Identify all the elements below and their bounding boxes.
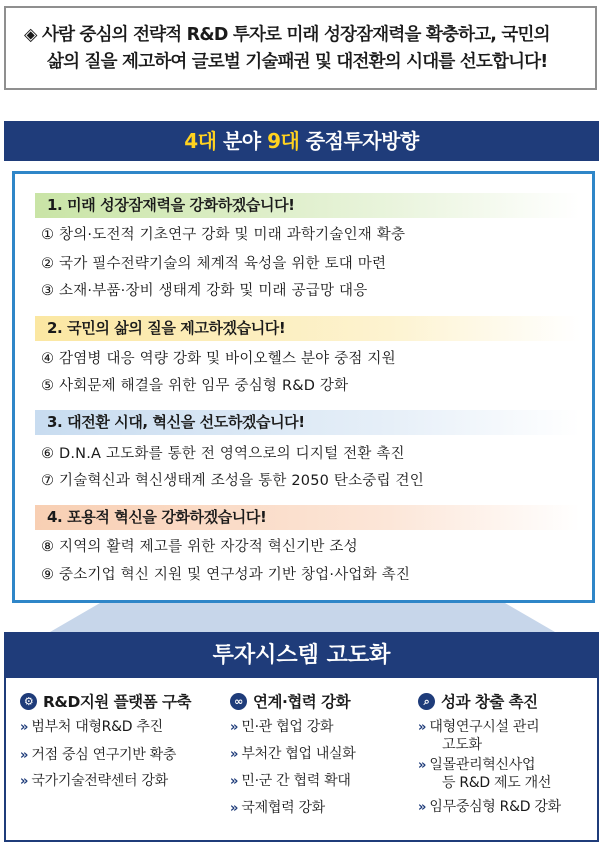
list-item: » 부처간 협업 내실화 bbox=[230, 746, 356, 762]
strategy-title-part: 분야 bbox=[216, 129, 268, 153]
list-item: » 국제협력 강화 bbox=[230, 800, 325, 816]
list-item: » 일몰관리혁신사업 bbox=[418, 757, 536, 773]
system-column-platform bbox=[20, 690, 191, 712]
list-item: » 대형연구시설 관리 bbox=[418, 719, 540, 735]
list-item-continuation: 등 R&D 제도 개선 bbox=[442, 775, 552, 791]
magnifier-icon: ⌕ bbox=[418, 693, 435, 710]
column-title-platform-text: R&D지원 플랫폼 구축 bbox=[43, 693, 191, 711]
gear-icon: ⚙ bbox=[20, 693, 37, 710]
column-title-cooperation-text: 연계·협력 강화 bbox=[253, 693, 351, 711]
strategy-count-directions: 9대 bbox=[267, 129, 300, 153]
vision-statement-box bbox=[4, 6, 597, 90]
list-item: » 민·관 협업 강화 bbox=[230, 719, 334, 735]
diamond-bullet-icon: ◈ bbox=[24, 25, 37, 45]
task-8: ⑧ 지역의 활력 제고를 위한 자강적 혁신기반 조성 bbox=[41, 539, 358, 555]
list-item: » 임무중심형 R&D 강화 bbox=[418, 799, 561, 815]
task-7: ⑦ 기술혁신과 혁신생태계 조성을 통한 2050 탄소중립 견인 bbox=[41, 473, 424, 489]
list-item: » 범부처 대형R&D 추진 bbox=[20, 719, 163, 735]
task-2: ② 국가 필수전략기술의 체계적 육성을 위한 토대 마련 bbox=[41, 256, 387, 272]
strategy-box bbox=[12, 171, 595, 603]
funnel-connector bbox=[50, 603, 555, 632]
goal-4-heading: 4. 포용적 혁신을 강화하겠습니다! bbox=[35, 505, 580, 530]
system-column-performance bbox=[418, 690, 538, 712]
vision-line-2: 삶의 질을 제고하여 글로벌 기술패권 및 대전환의 시대를 선도합니다! bbox=[47, 52, 548, 72]
system-column-cooperation bbox=[230, 690, 350, 712]
column-title-performance bbox=[418, 690, 538, 712]
task-4: ④ 감염병 대응 역량 강화 및 바이오헬스 분야 중점 지원 bbox=[41, 351, 396, 367]
list-item-continuation: 고도화 bbox=[442, 737, 482, 753]
vision-line-1 bbox=[24, 22, 581, 49]
column-title-cooperation bbox=[230, 690, 350, 712]
strategy-header bbox=[4, 121, 599, 161]
column-title-platform bbox=[20, 690, 191, 712]
system-section bbox=[4, 632, 599, 842]
task-6: ⑥ D.N.A 고도화를 통한 전 영역으로의 디지털 전환 촉진 bbox=[41, 446, 405, 462]
list-item: » 민·군 간 협력 확대 bbox=[230, 773, 351, 789]
task-3: ③ 소재·부품·장비 생태계 강화 및 미래 공급망 대응 bbox=[41, 283, 368, 299]
task-5: ⑤ 사회문제 해결을 위한 임무 중심형 R&D 강화 bbox=[41, 378, 349, 394]
handshake-icon: ∞ bbox=[230, 693, 247, 710]
task-1: ① 창의·도전적 기초연구 강화 및 미래 과학기술인재 확충 bbox=[41, 227, 406, 243]
goal-2-heading: 2. 국민의 삶의 질을 제고하겠습니다! bbox=[35, 316, 580, 341]
vision-text-1: 사람 중심의 전략적 R&D 투자로 미래 성장잠재력을 확충하고, 국민의 bbox=[41, 25, 550, 45]
system-header: 투자시스템 고도화 bbox=[6, 634, 597, 678]
goal-1-heading: 1. 미래 성장잠재력을 강화하겠습니다! bbox=[35, 193, 580, 218]
task-9: ⑨ 중소기업 혁신 지원 및 연구성과 기반 창업·사업화 촉진 bbox=[41, 567, 411, 583]
strategy-count-areas: 4대 bbox=[184, 129, 217, 153]
strategy-title-suffix: 중점투자방향 bbox=[299, 129, 419, 153]
goal-3-heading: 3. 대전환 시대, 혁신을 선도하겠습니다! bbox=[35, 410, 580, 435]
list-item: » 국가기술전략센터 강화 bbox=[20, 773, 168, 789]
column-title-performance-text: 성과 창출 촉진 bbox=[441, 693, 538, 711]
list-item: » 거점 중심 연구기반 확충 bbox=[20, 747, 177, 763]
